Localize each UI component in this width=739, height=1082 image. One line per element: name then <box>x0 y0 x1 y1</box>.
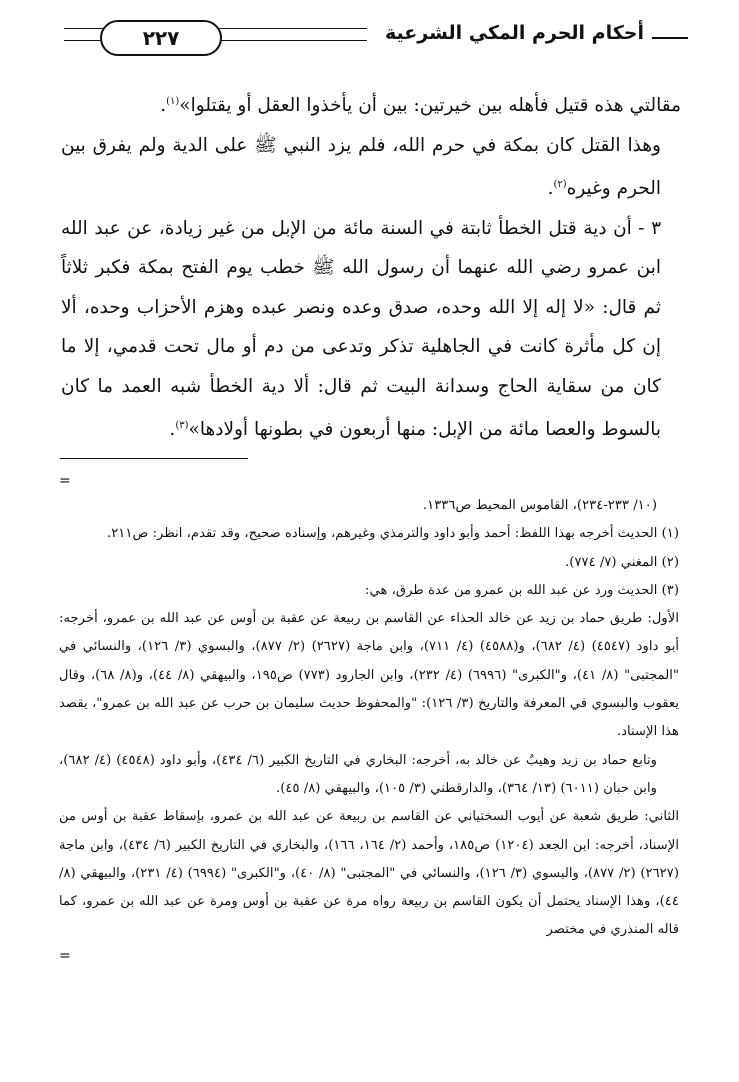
main-paragraph-3-end: . <box>169 419 176 441</box>
main-paragraph-1-text: مقالتي هذه قتيل فأهله بين خيرتين: بين أن يأخذوا العقل أو يقتلوا» <box>179 95 681 117</box>
footnote-3-first-route: الأول: طريق حماد بن زيد عن خالد الحذاء عن القاسم بن ربيعة عن عقبة بن أوس عن عبد الله بن عمرو، أخرجه: أبو داود (٤٥٤٧) (٤/ ٦٨٢)، و(٤٥٨٨) (٤/ ٧١١)، وابن ماجة (٢٦٢٧) (٢/ ٨٧٧)، والبسوي (٣/ ١٢٦)، والنسائي في "المجتبى" (٨/ ٤١)، و"الكبرى" (٦٩٩٦) (٤/ ٢٣٢)، وابن الجارود (٧٧٣) ص١٩٥، والبيهقي (٨/ ٤٤)، و(٨/ ٦٨)، وقال يعقوب والبسوي في المعرفة والتاريخ (٣/ ١٢٦): "والمحفوظ حديث سليمان بن حرب عن عبد الله بن عمرو"، يقصد هذا الإسناد. <box>59 611 680 740</box>
main-paragraph-3 <box>61 209 681 450</box>
footnotes <box>59 470 679 967</box>
header-title: أحكام الحرم المكي الشرعية <box>385 22 644 44</box>
main-paragraph-2-text: وهذا القتل كان بمكة في حرم الله، فلم يزد النبي ﷺ على الدية ولم يفرق بين الحرم وغيره <box>61 134 661 200</box>
footnote-3-follow-up: وتابع حماد بن زيد وهيبٌ عن خالد به، أخرجه: البخاري في التاريخ الكبير (٦/ ٤٣٤)، وأبو داود (٤٥٤٨) (٤/ ٦٨٢)، وابن حبان (٦٠١١) (١٣/ ٣٦٤)، والدارقطني (٣/ ١٠٥)، والبيهقي (٨/ ٤٥). <box>59 752 658 796</box>
footnote-ref-1: (١) <box>166 96 180 107</box>
main-paragraph-2-end: . <box>547 178 554 200</box>
main-paragraph-1 <box>61 82 681 126</box>
footnote-2: (٢) المغني (٧/ ٧٧٤). <box>565 554 679 570</box>
continuation-marker: = <box>59 473 71 489</box>
main-paragraph-2 <box>61 126 681 209</box>
page-number: ٢٢٧ <box>142 26 180 50</box>
footnote-continuation: (١٠/ ٢٣٣-٢٣٤)، القاموس المحيط ص١٣٣٦. <box>422 498 657 513</box>
footnote-3-second-route: الثاني: طريق شعبة عن أيوب السختياني عن القاسم بن ربيعة عن عبد الله بن عمرو، بإسقاط عقبة بن أوس من الإسناد، أخرجه: ابن الجعد (١٢٠٤) ص١٨٥، وأحمد (٢/ ١٦٤، ١٦٦)، والبخاري في التاريخ الكبير (٦/ ٤٣٤)، وابن ماجة (٢٦٢٧) (٢/ ٨٧٧)، والبسوي (٣/ ١٢٦)، والنسائي في "المجتبى" (٨/ ٤٠)، و"الكبرى" (٦٩٩٤) (٤/ ٢٣١)، والبيهقي (٨/ ٤٤)، وهذا الإسناد يحتمل أن يكون القاسم بن ربيعة رواه مرة عن عقبة بن أوس ومرة عن عبد الله بن عمرو، كما قاله المنذري في مختصر <box>59 809 679 938</box>
end-marker: = <box>59 947 71 964</box>
main-paragraph-1-end: . <box>160 95 167 117</box>
main-paragraph-3-text: ٣ - أن دية قتل الخطأ ثابتة في السنة مائة من الإبل من غير زيادة، عن عبد الله ابن عمرو رضي الله عنهما أن رسول الله ﷺ خطب يوم الفتح بمكة فكبر ثلاثاً ثم قال: «لا إله إلا الله وحده، صدق وعده ونصر عبده وهزم الأحزاب وحده، ألا إن كل مأثرة كانت في الجاهلية تذكر وتدعى من دم أو مال تحت قدمي، إلا ما كان من سقاية الحاج وسدانة البيت ثم قال: ألا دية الخطأ شبه العمد ما كان بالسوط والعصا مائة من الإبل: منها أربعون في بطونها أولادها» <box>61 217 661 441</box>
footnote-3: (٣) الحديث ورد عن عبد الله بن عمرو من عدة طرق، هي: <box>365 582 679 598</box>
header-dash <box>652 37 688 41</box>
main-text <box>61 82 681 450</box>
footnote-1: (١) الحديث أخرجه بهذا اللفظ: أحمد وأبو داود والترمذي وغيرهم، وإسناده صحيح، وقد تقدم، انظر: ص٢١١. <box>107 526 679 542</box>
footnote-ref-3: (٣) <box>175 420 189 432</box>
page-number-badge <box>100 20 222 56</box>
page-header <box>52 16 692 56</box>
footnote-separator <box>60 458 248 459</box>
footnote-ref-2: (٢) <box>553 179 567 191</box>
